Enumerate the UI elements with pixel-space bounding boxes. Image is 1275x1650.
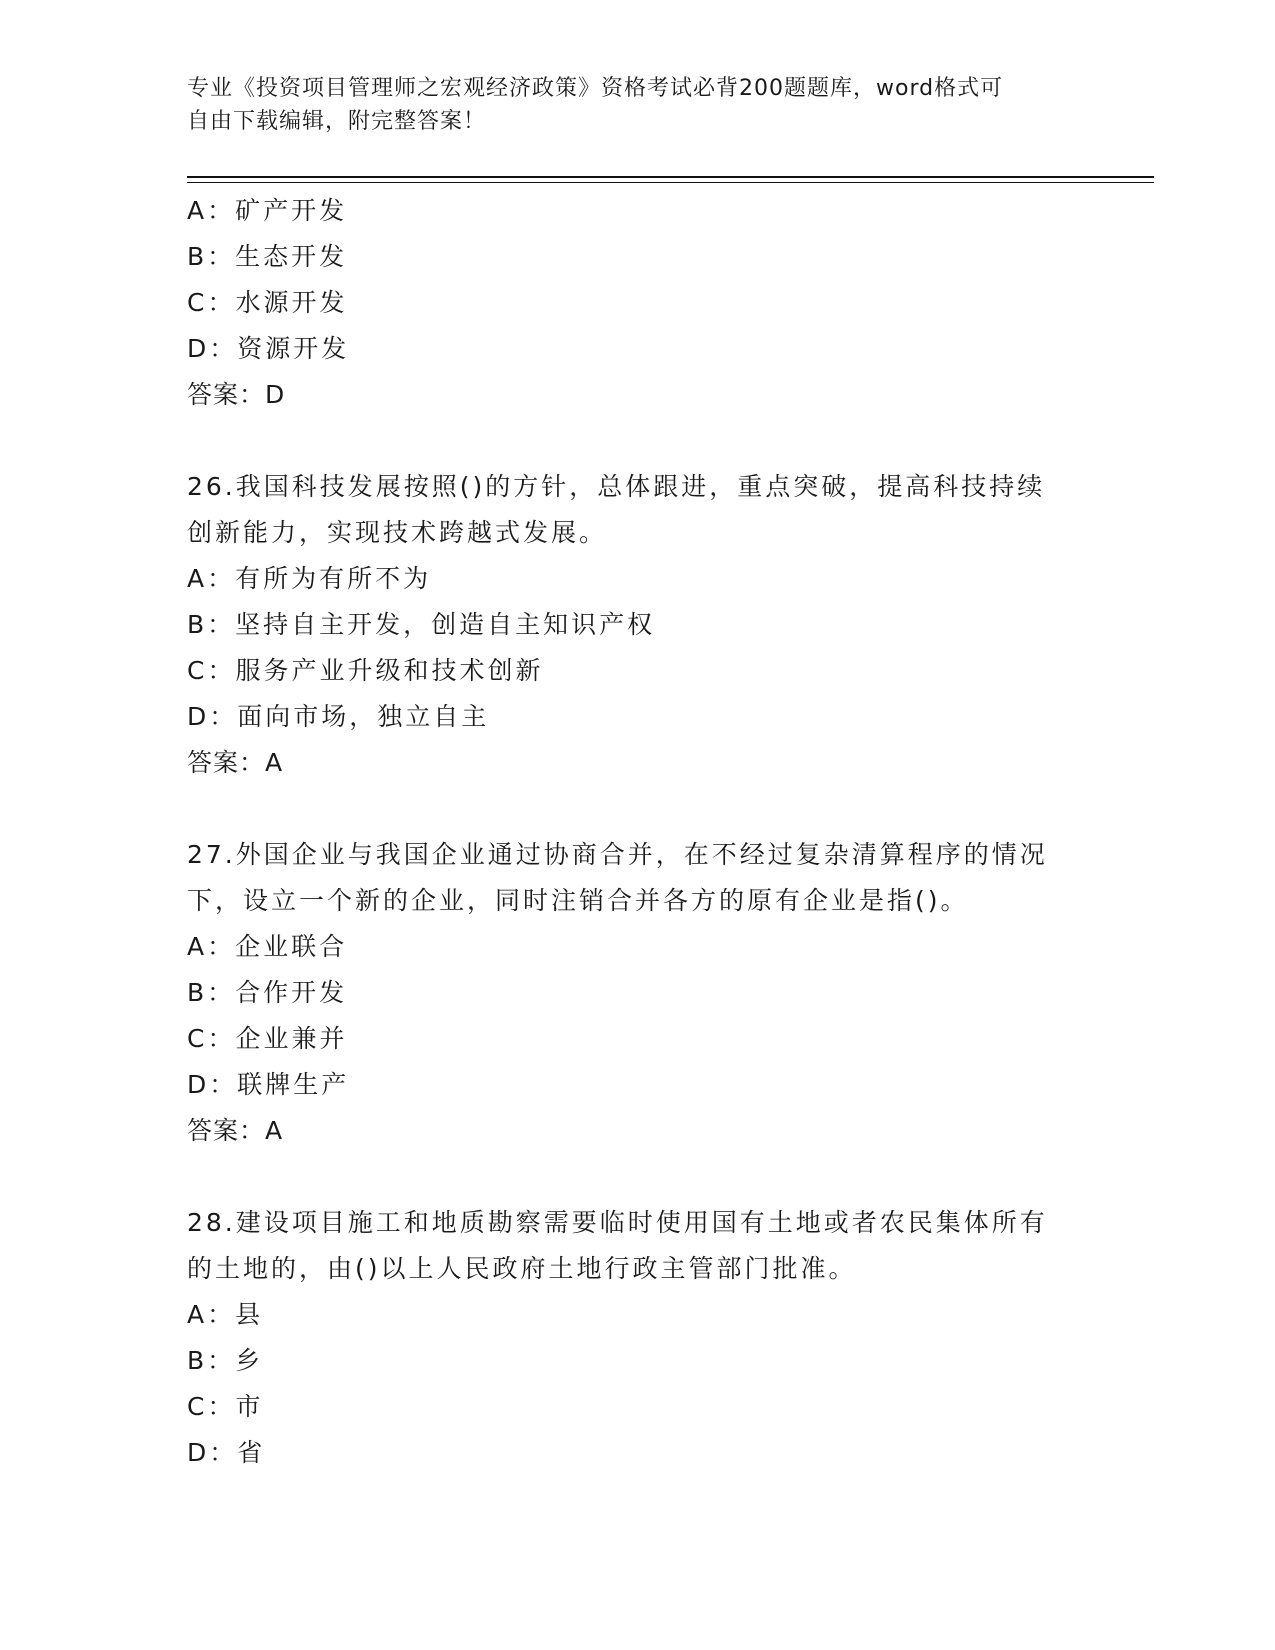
option-a: A：矿产开发	[187, 196, 348, 225]
option-b: B：合作开发	[187, 978, 348, 1007]
option-a: A：企业联合	[187, 932, 348, 961]
option-c: C：水源开发	[187, 288, 348, 317]
question-block-26	[187, 464, 1087, 786]
question-text-line-2: 下，设立一个新的企业，同时注销合并各方的原有企业是指()。	[187, 886, 969, 915]
question-text-line-2: 创新能力，实现技术跨越式发展。	[187, 518, 608, 547]
option-c: C：企业兼并	[187, 1024, 348, 1053]
answer-line: 答案：D	[187, 380, 286, 409]
answer-line: 答案：A	[187, 1116, 284, 1145]
header-line-1: 专业《投资项目管理师之宏观经济政策》资格考试必背200题题库，word格式可	[187, 76, 1004, 101]
option-c: C：服务产业升级和技术创新	[187, 656, 544, 685]
question-block-27	[187, 832, 1087, 1154]
option-b: B：生态开发	[187, 242, 348, 271]
option-a: A：有所为有所不为	[187, 564, 432, 593]
option-b: B：坚持自主开发，创造自主知识产权	[187, 610, 656, 639]
option-d: D：资源开发	[187, 334, 350, 363]
question-block-28	[187, 1200, 1087, 1476]
option-d: D：联牌生产	[187, 1070, 350, 1099]
header-rule-thick	[187, 176, 1154, 178]
answer-line: 答案：A	[187, 748, 284, 777]
option-d: D：省	[187, 1438, 266, 1467]
question-text-line-1: 27.外国企业与我国企业通过协商合并，在不经过复杂清算程序的情况	[187, 840, 1048, 869]
header-rule-thin	[187, 182, 1154, 183]
option-b: B：乡	[187, 1346, 264, 1375]
question-text-line-1: 28.建设项目施工和地质勘察需要临时使用国有土地或者农民集体所有	[187, 1208, 1048, 1237]
question-block-partial	[187, 188, 1087, 418]
header-line-2: 自由下载编辑，附完整答案！	[187, 109, 487, 134]
option-a: A：县	[187, 1300, 264, 1329]
question-text-line-1: 26.我国科技发展按照()的方针，总体跟进，重点突破，提高科技持续	[187, 472, 1046, 501]
option-c: C：市	[187, 1392, 264, 1421]
document-header	[187, 72, 1077, 138]
document-body	[187, 188, 1087, 1476]
option-d: D：面向市场，独立自主	[187, 702, 490, 731]
question-text-line-2: 的土地的，由()以上人民政府土地行政主管部门批准。	[187, 1254, 857, 1283]
